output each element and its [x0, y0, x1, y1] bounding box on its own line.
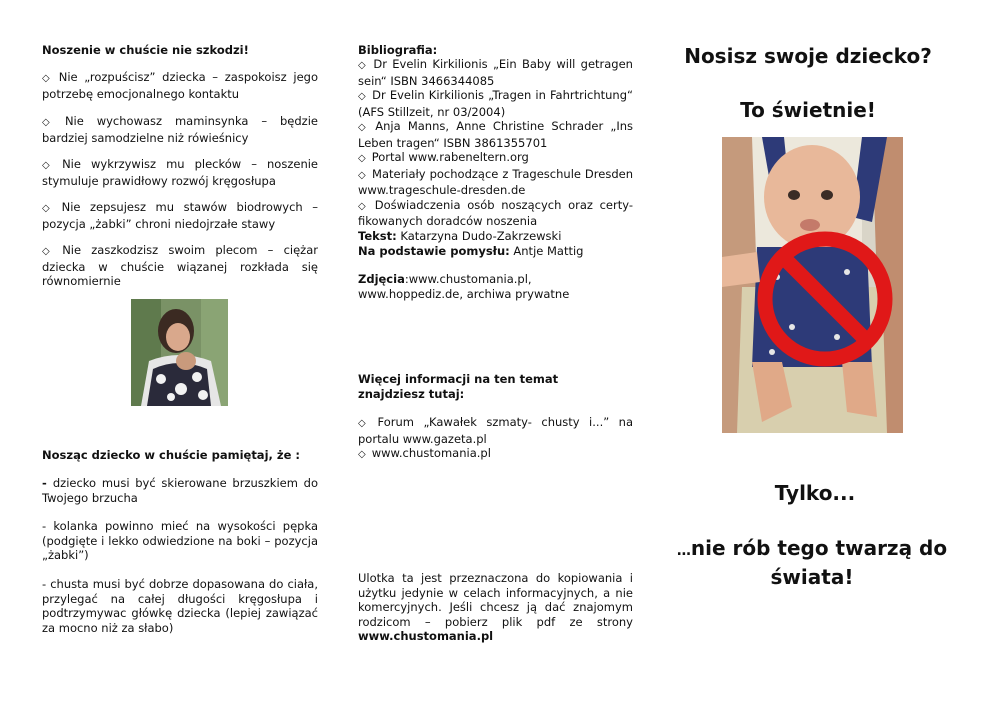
biblio-item: ◇ Anja Manns, Anne Christine Schrader „Ins Leben tragen“ ISBN 3861355701	[358, 119, 633, 150]
remember-item: - chusta musi być dobrze dopasowana do ciała, przylegać na całej długości kręgosłupa i podtrzymywac główkę dziecka (lepiej zawiązać za mocno niż za słabo)	[42, 577, 318, 635]
diamond-icon: ◇	[358, 169, 367, 181]
diamond-icon: ◇	[42, 246, 57, 257]
biblio-item: ◇ Dr Evelin Kirkilionis „Ein Baby will getragen sein“ ISBN 3466344085	[358, 57, 633, 88]
diamond-icon: ◇	[358, 91, 367, 102]
diamond-icon: ◇	[358, 153, 366, 164]
more-list	[358, 415, 633, 463]
bullet-item: ◇ Nie zepsujesz mu stawów biodrowych – pozycja „żabki” chroni niedojrzałe stawy	[42, 200, 318, 231]
more-item: ◇ Forum „Kawałek szmaty- chusty i...” na portalu www.gazeta.pl	[358, 415, 633, 446]
diamond-icon: ◇	[358, 60, 368, 71]
biblio-item: ◇ Materiały pochodzące z Trageschule Dresden www.trageschule-dresden.de	[358, 166, 633, 197]
left-heading: Noszenie w chuście nie szkodzi!	[42, 43, 249, 57]
title-dont: …nie rób tego twarzą do świata!	[676, 536, 948, 589]
biblio-item: ◇ Portal www.rabeneltern.org	[358, 150, 529, 164]
diamond-icon: ◇	[42, 117, 59, 128]
diamond-icon: ◇	[358, 418, 372, 429]
footer-note: Ulotka ta jest przeznaczona do kopiowania i użytku jedynie w celach informacyjnych, a nie komercyjnych. Jeśli chcesz ją dać znajomym rodzicom – pobierz plik pdf ze strony www.chustomania.pl	[358, 571, 633, 643]
biblio-list	[358, 57, 633, 229]
mother-wrap-photo	[131, 299, 228, 406]
diamond-icon: ◇	[42, 203, 56, 214]
biblio-item: ◇ Dr Evelin Kirkilionis „Tragen in Fahrtrichtung“ (AFS Stillzeit, nr 03/2004)	[358, 88, 633, 119]
title-only: Tylko...	[774, 481, 856, 505]
remember-item: - kolanka powinno mieć na wysokości pępka (podgięte i lekko odwiedzione na boki – pozycja „żabki”)	[42, 519, 318, 562]
credits-photos: Zdjęcia:www.chustomania.pl, www.hoppediz.de, archiwa prywatne	[358, 272, 570, 301]
bullet-item: ◇ Nie zaszkodzisz swoim plecom – ciężar dziecka w chuście wiązanej rozkłada się równomiernie	[42, 243, 318, 288]
more-heading: Więcej informacji na ten temat znajdziesz tutaj:	[358, 372, 559, 401]
diamond-icon: ◇	[358, 200, 369, 212]
more-item: ◇ www.chustomania.pl	[358, 446, 491, 460]
diamond-icon: ◇	[358, 449, 366, 460]
bullet-item: ◇ Nie wychowasz maminsynka – będzie bardziej samodzielne niż rówieśnicy	[42, 114, 318, 145]
diamond-icon: ◇	[358, 122, 370, 133]
credits-text: Tekst: Katarzyna Dudo-Zakrzewski Na podstawie pomysłu: Antje Mattig	[358, 229, 584, 258]
remember-heading: Nosząc dziecko w chuście pamiętaj, że :	[42, 448, 300, 462]
diamond-icon: ◇	[42, 160, 57, 171]
biblio-heading: Bibliografia:	[358, 43, 438, 57]
bullet-item: ◇ Nie „rozpuścisz” dziecka – zaspokoisz jego potrzebę emocjonalnego kontaktu	[42, 70, 318, 101]
remember-item: - dziecko musi być skierowane brzuszkiem do Twojego brzucha	[42, 476, 319, 505]
diamond-icon: ◇	[42, 73, 53, 84]
title-question: Nosisz swoje dziecko?	[684, 44, 932, 68]
bullet-item: ◇ Nie wykrzywisz mu plecków – noszenie stymuluje prawidłowy rozwój kręgosłupa	[42, 157, 318, 188]
baby-carrier-photo	[722, 137, 903, 433]
title-great: To świetnie!	[740, 98, 876, 122]
biblio-item: ◇ Doświadczenia osób noszących oraz certy-fikowanych doradców noszenia	[358, 197, 633, 228]
